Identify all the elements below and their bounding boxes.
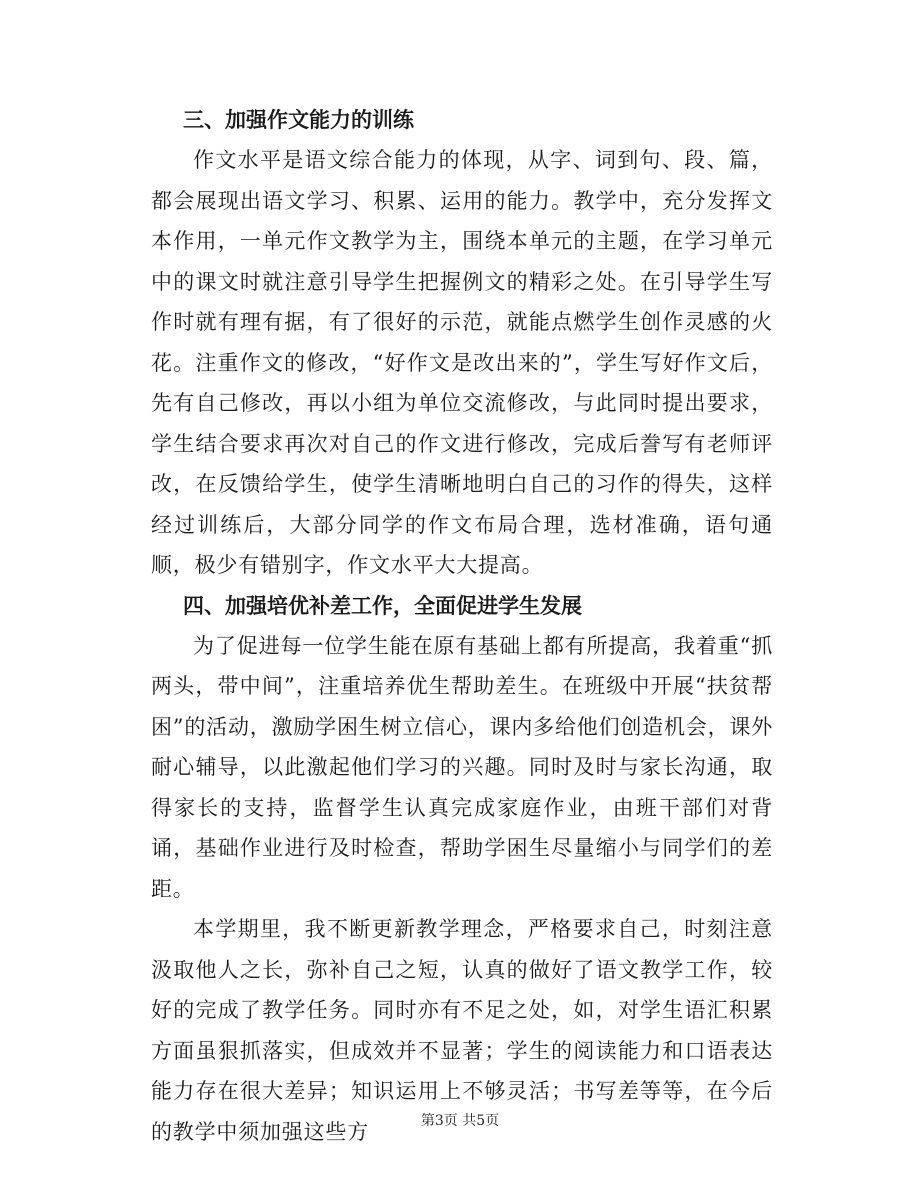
section-heading-tutoring: 四、加强培优补差工作，全面促进学生发展 [183, 592, 582, 618]
paragraph-tutoring: 为了促进每一位学生能在原有基础上都有所提高，我着重“抓两头，带中间”，注重培养优生帮助差生。在班级中开展“扶贫帮困”的活动，激励学困生树立信心，课内多给他们创造机会，课外耐心辅导，以此激起他们学习的兴趣。同时及时与家长沟通，取得家长的支持，监督学生认真完成家庭作业，由班干部们对背诵，基础作业进行及时检查，帮助学困生尽量缩小与同学们的差距。 [151, 633, 773, 901]
document-body [151, 100, 773, 1152]
paragraph-semester-summary: 本学期里，我不断更新教学理念，严格要求自己，时刻注意汲取他人之长，弥补自己之短，认真的做好了语文教学工作，较好的完成了教学任务。同时亦有不足之处，如，对学生语汇积累方面虽狠抓落实，但成效并不显著；学生的阅读能力和口语表达能力存在很大差异；知识运用上不够灵活；书写差等等，在今后的教学中须加强这些方 [151, 917, 773, 1144]
section-heading-composition: 三、加强作文能力的训练 [183, 107, 414, 132]
page-number-footer: 第3页 共5页 [420, 1113, 500, 1129]
paragraph-composition: 作文水平是语文综合能力的体现，从字、词到句、段、篇，都会展现出语文学习、积累、运用的能力。教学中，充分发挥文本作用，一单元作文教学为主，围绕本单元的主题，在学习单元中的课文时就注意引导学生把握例文的精彩之处。在引导学生写作时就有理有据，有了很好的示范，就能点燃学生创作灵感的火花。注重作文的修改，“好作文是改出来的”，学生写好作文后，先有自己修改，再以小组为单位交流修改，与此同时提出要求，学生结合要求再次对自己的作文进行修改，完成后誊写有老师评改，在反馈给学生，使学生清晰地明白自己的习作的得失，这样经过训练后，大部分同学的作文布局合理，选材准确，语句通顺，极少有错别字，作文水平大大提高。 [151, 148, 773, 577]
